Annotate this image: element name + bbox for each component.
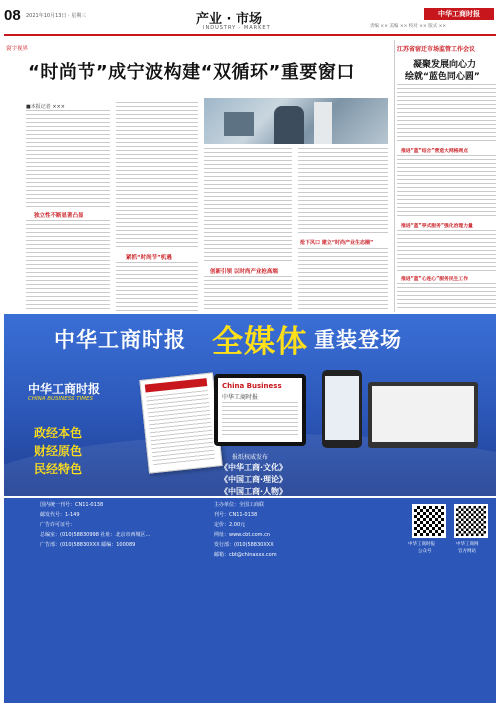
subhead-3: 创新引领 以时尚产业抢高端 [210, 269, 278, 275]
page-number: 08 [4, 7, 21, 24]
right-subhead-1: 推进“蓝”结合”营造大网格网点 [401, 149, 469, 154]
qr-label-1: 中华工商时报 [408, 542, 435, 547]
right-article-heading: 江苏省宿迁市场监管工作会议 [397, 46, 476, 53]
text-column-3-b [204, 276, 292, 312]
text-column-2-b [116, 262, 198, 312]
subhead-1: 独立性不断显著凸显 [34, 213, 84, 219]
qr-label-3: 中华工商网 [456, 542, 479, 547]
right-article-title-2: 绘就“蓝色同心圆” [405, 72, 480, 82]
column-divider [394, 40, 395, 312]
right-subhead-2: 推进“蓝”亭式服务”强化治理力量 [401, 224, 473, 229]
laptop-mockup [368, 382, 478, 448]
right-article-title-1: 凝聚发展向心力 [413, 60, 477, 70]
info-right-2: 刊号：CN11-0138 [214, 512, 258, 518]
text-column-1-a [26, 110, 110, 208]
text-column-1-b [26, 220, 110, 312]
pub-item-1: 《中华工商·文化》 [220, 463, 288, 472]
tablet-box-sub: 中华工商时报 [222, 394, 259, 401]
banner-slogan-2: 财经原色 [34, 444, 83, 458]
right-text-b [397, 155, 496, 219]
right-article [397, 40, 497, 312]
right-subhead-3: 推进“蓝”心连心”服务民生工作 [401, 277, 469, 282]
info-right-1: 主办单位：全国工商联 [214, 502, 265, 508]
subhead-4: 抢下风口 建立“时尚产业生态圈” [300, 240, 374, 246]
phone-mockup [322, 370, 362, 448]
right-text-a [397, 84, 496, 144]
info-right-5: 发行部：(010)58830XXX [214, 542, 274, 548]
newspaper-mockup [139, 372, 222, 473]
media-banner [4, 314, 496, 496]
pub-item-2: 《中国工商·理论》 [220, 475, 288, 484]
info-right-4: 网址：www.cbt.com.cn [214, 532, 271, 538]
info-left-3: 广告许可证号： [40, 522, 76, 528]
text-column-4-a [298, 148, 388, 236]
banner-title-main: 中华工商时报 [54, 328, 186, 352]
banner-logo-en: CHINA BUSINESS TIMES [28, 396, 93, 402]
info-left-5: 广告部：(010)58830XXX 邮编：100089 [40, 542, 136, 548]
text-column-3-a [204, 148, 292, 264]
qr-label-4: 官方网站 [458, 549, 476, 554]
info-left-1: 国内统一刊号：CN11-0138 [40, 502, 104, 508]
page-header [0, 0, 500, 38]
page-date: 2021年10月13日 · 星期三 [26, 13, 87, 19]
editors-line: 责编 ×× 美编 ×× 校对 ×× 版式 ×× [370, 24, 447, 29]
info-right-3: 定价：2.00元 [214, 522, 246, 528]
qr-code-2[interactable] [454, 504, 488, 538]
desk-title: 报纸权威发布 [232, 454, 269, 461]
byline: ■本报记者 ××× [26, 104, 65, 110]
section-subtitle: INDUSTRY · MARKET [203, 25, 271, 31]
tablet-box-title: China Business [222, 382, 282, 390]
banner-logo: 中华工商时报 [28, 382, 101, 396]
article-photo [204, 98, 388, 144]
info-left-4: 总编室：(010)58830998 社址：北京市西城区... [40, 532, 151, 538]
text-column-2-a [116, 102, 198, 250]
header-rule [4, 34, 496, 36]
pub-item-3: 《中国工商·人物》 [220, 487, 288, 496]
banner-slogan-1: 政经本色 [34, 426, 83, 440]
right-text-d [397, 283, 496, 311]
article-tag: 寰宇视界 [6, 46, 29, 52]
qr-code-1[interactable] [412, 504, 446, 538]
banner-title-emph: 全媒体 [212, 324, 308, 360]
info-right-6: 邮箱：cbt@chinaxxx.com [214, 552, 277, 558]
tablet-mockup [214, 374, 306, 446]
main-article [4, 40, 394, 315]
footer-info [4, 498, 496, 703]
text-column-4-b [298, 248, 388, 312]
section-title: 产业 · 市场 [196, 12, 262, 27]
paper-name-badge: 中华工商时报 [424, 8, 494, 20]
banner-slogan-3: 民经特色 [34, 462, 83, 476]
right-text-c [397, 230, 496, 272]
banner-title-tail: 重装登场 [314, 328, 402, 352]
info-left-2: 邮发代号：1-149 [40, 512, 80, 518]
subhead-2: 紧抓“时尚节”机遇 [126, 255, 172, 261]
qr-label-2: 公众号 [418, 549, 432, 554]
article-title: “时尚节”成宁波构建“双循环”重要窗口 [28, 62, 355, 83]
